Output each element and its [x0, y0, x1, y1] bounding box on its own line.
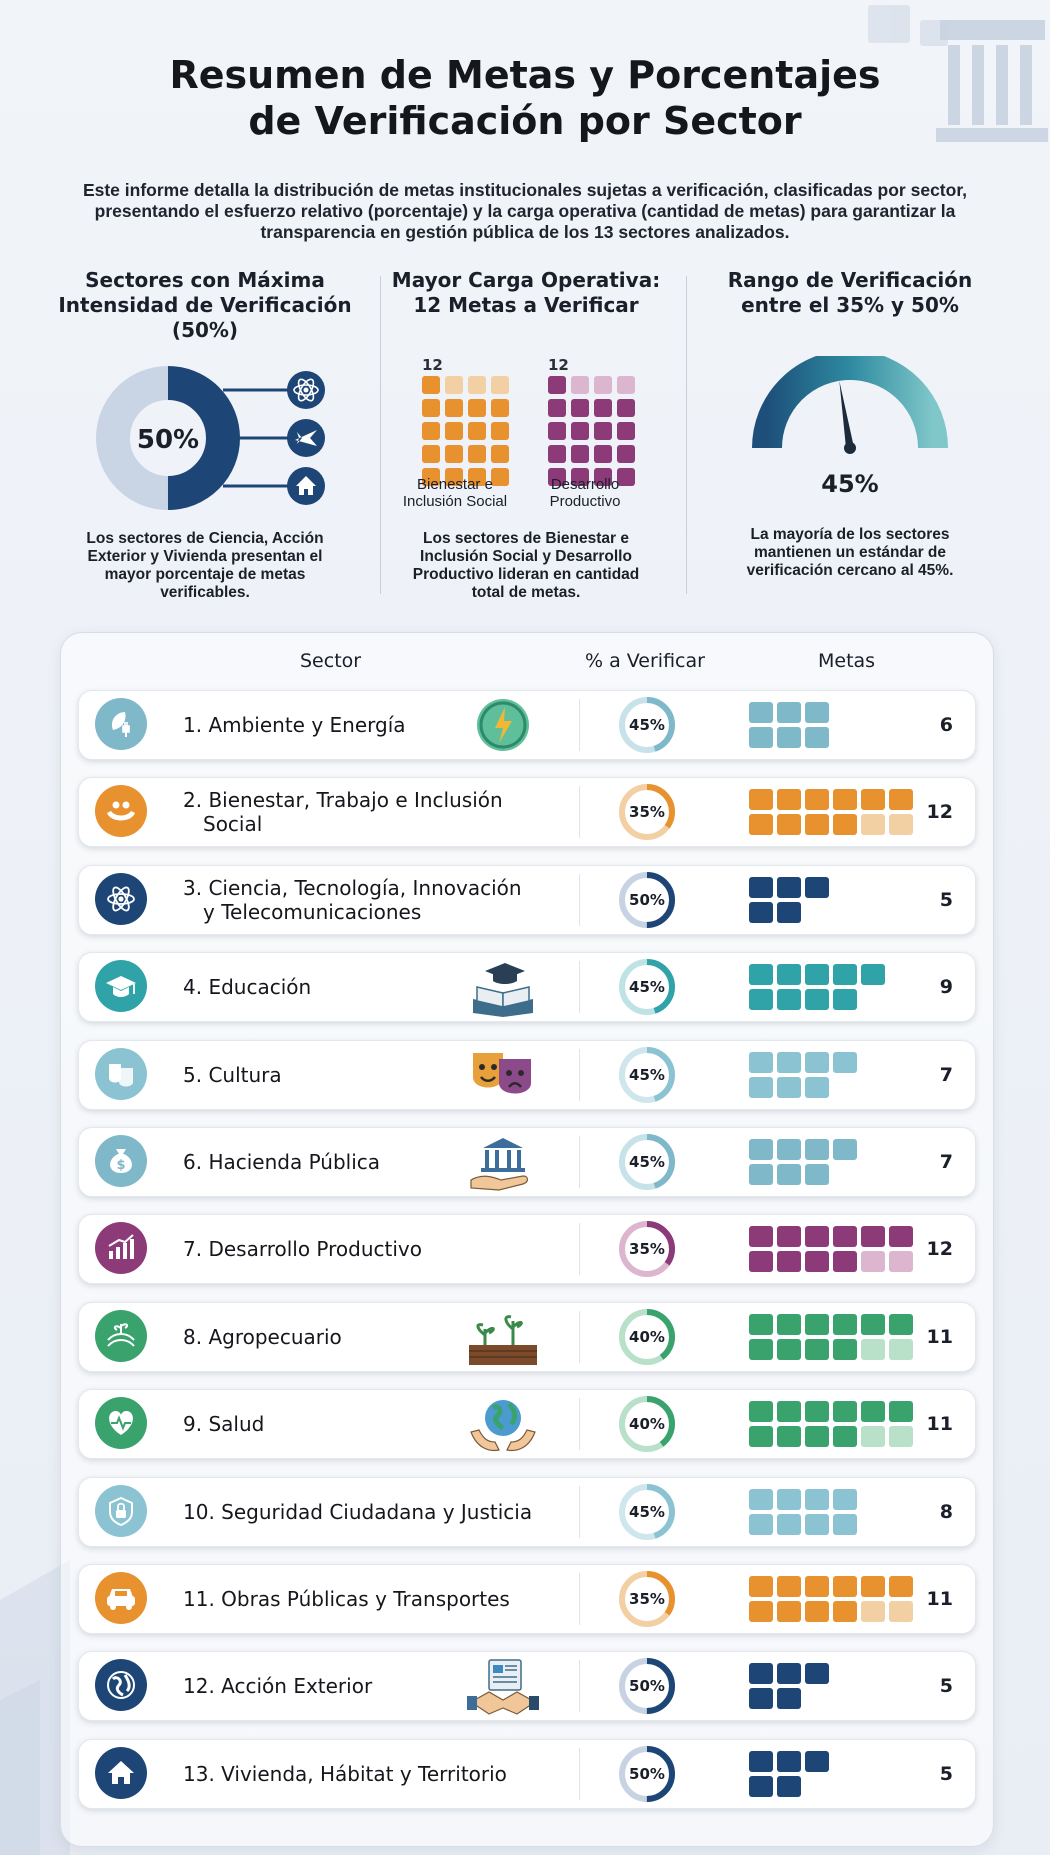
table-row: [78, 865, 976, 935]
car-icon: [95, 1572, 147, 1624]
waffle-square: [548, 422, 566, 440]
sector-name-line: Social: [203, 812, 263, 837]
meta-block: [861, 814, 885, 835]
metas-blocks: [749, 1390, 909, 1458]
gauge-needle: [833, 380, 856, 455]
summary-max-intensity: [40, 268, 370, 601]
row-divider: [579, 1573, 580, 1625]
sector-icon-badge: [95, 1310, 147, 1362]
sector-name: [183, 1565, 555, 1633]
summary-max-intensity-title: Sectores con Máxima Intensidad de Verificación (50%): [58, 268, 352, 342]
meta-block: [805, 702, 829, 723]
pct-label: 45%: [629, 1153, 665, 1171]
meta-block: [777, 877, 801, 898]
globe-icon: [95, 1659, 147, 1711]
meta-block: [749, 1576, 773, 1597]
waffle-square: [617, 445, 635, 463]
meta-block: [749, 1663, 773, 1684]
atom-icon: [95, 873, 147, 925]
sector-name-line: 7. Desarrollo Productivo: [183, 1237, 422, 1262]
meta-block: [861, 1339, 885, 1360]
metas-blocks: [749, 1565, 909, 1633]
pct-label: 35%: [629, 1590, 665, 1608]
waffle-square: [422, 399, 440, 417]
meta-block: [833, 814, 857, 835]
summary-section: [40, 268, 1010, 601]
meta-block: [749, 1514, 773, 1535]
waffle-square: [571, 376, 589, 394]
row-divider: [579, 786, 580, 838]
meta-block: [833, 1426, 857, 1447]
meta-block: [889, 1339, 913, 1360]
waffle-square: [594, 422, 612, 440]
meta-block: [805, 1514, 829, 1535]
meta-block: [777, 1688, 801, 1709]
sector-icon-badge: [95, 1135, 147, 1187]
meta-block: [805, 814, 829, 835]
meta-block: [749, 1401, 773, 1422]
meta-block: [805, 789, 829, 810]
sector-name-line: 6. Hacienda Pública: [183, 1150, 381, 1174]
meta-block: [777, 1164, 801, 1185]
metas-count: 6: [939, 714, 953, 736]
metas-count: 5: [939, 888, 953, 911]
meta-block: [805, 1226, 829, 1247]
sector-icon-badge: [95, 960, 147, 1012]
meta-block: [805, 1489, 829, 1510]
sector-icon-badge: [95, 873, 147, 925]
waffle-label: Bienestar e Inclusión Social: [402, 476, 508, 510]
waffle-square: [571, 445, 589, 463]
plant-plug-icon: [95, 698, 147, 750]
metas-blocks: [749, 1303, 909, 1371]
meta-block: [805, 1576, 829, 1597]
meta-block: [777, 1314, 801, 1335]
pct-label: 35%: [629, 803, 665, 822]
meta-block: [749, 1139, 773, 1160]
pct-label: 40%: [629, 1415, 665, 1434]
waffle-square: [571, 422, 589, 440]
meta-block: [805, 1077, 829, 1098]
waffle-square: [422, 422, 440, 440]
sector-icon-badge: [95, 698, 147, 750]
theater-masks-icon: [95, 1048, 147, 1100]
meta-block: [805, 1426, 829, 1447]
pct-label: 45%: [629, 1065, 665, 1084]
theater-masks-icon: [465, 1045, 541, 1105]
meta-block: [805, 1601, 829, 1622]
sector-name-line: y Telecomunicaciones: [203, 899, 422, 924]
meta-block: [861, 1314, 885, 1335]
meta-block: [805, 989, 829, 1010]
sector-name-line: 9. Salud: [183, 1412, 265, 1437]
meta-block: [777, 1052, 801, 1073]
metas-blocks: [749, 1041, 909, 1109]
waffle-desarrollo: [548, 376, 635, 486]
metas-blocks: [749, 778, 909, 846]
row-divider: [579, 961, 580, 1013]
waffle-square: [548, 399, 566, 417]
meta-block: [749, 1077, 773, 1098]
pct-label: 50%: [629, 1677, 665, 1696]
field-plant-icon: [95, 1310, 147, 1362]
waffle-label: Desarrollo Productivo: [549, 476, 621, 510]
meta-block: [833, 989, 857, 1010]
metas-count: 5: [939, 1762, 953, 1785]
row-divider: [579, 1660, 580, 1712]
meta-block: [805, 877, 829, 898]
metas-count: 11: [926, 1588, 953, 1610]
table-row: [78, 690, 976, 760]
meta-block: [861, 789, 885, 810]
meta-block: [861, 964, 885, 985]
meta-block: [833, 1489, 857, 1510]
energy-leaf-icon: [465, 695, 541, 755]
meta-block: [749, 1688, 773, 1709]
airplane-icon: [287, 419, 325, 457]
meta-block: [777, 1426, 801, 1447]
shield-lock-icon: [95, 1485, 147, 1537]
meta-block: [889, 1426, 913, 1447]
metas-count: 12: [926, 1238, 953, 1261]
meta-block: [749, 1601, 773, 1622]
bank-hand-icon: [465, 1132, 541, 1192]
meta-block: [749, 789, 773, 810]
book-cap-icon: [465, 957, 541, 1017]
donut-label: 50%: [136, 425, 200, 455]
waffle-square: [491, 445, 509, 463]
waffle-square: [617, 399, 635, 417]
globe-hands-icon: [465, 1394, 541, 1454]
waffle-square: [491, 376, 509, 394]
meta-block: [805, 1751, 829, 1772]
meta-block: [833, 1601, 857, 1622]
metas-count: 12: [926, 801, 953, 824]
meta-block: [889, 1576, 913, 1597]
waffle-count-label: 12: [422, 356, 443, 374]
pct-label: 35%: [629, 1240, 665, 1259]
meta-block: [749, 1751, 773, 1772]
meta-block: [889, 1251, 913, 1272]
waffle-square: [491, 422, 509, 440]
sector-icon-badge: [95, 1747, 147, 1799]
summary-max-intensity-description: Los sectores de Ciencia, Acción Exterior y Vivienda presentan el mayor porcentaje de metas verificables.: [86, 530, 324, 601]
table-row: [78, 777, 976, 847]
table-row: [78, 1477, 976, 1547]
sector-name-line: 11. Obras Públicas y Transportes: [183, 1587, 510, 1611]
intensity-donut-chart: [88, 360, 368, 520]
meta-block: [861, 1576, 885, 1597]
meta-block: [749, 702, 773, 723]
svg-text:$: $: [116, 1158, 126, 1173]
metas-blocks: [749, 1652, 909, 1720]
table-row: [78, 1302, 976, 1372]
meta-block: [833, 789, 857, 810]
meta-block: [749, 1776, 773, 1797]
waffle-square: [468, 422, 486, 440]
table-row: [78, 952, 976, 1022]
sector-name-line: 10. Seguridad Ciudadana y Justicia: [183, 1499, 533, 1524]
meta-block: [833, 1052, 857, 1073]
meta-block: [805, 1339, 829, 1360]
handshake-document-icon: [465, 1656, 541, 1716]
metas-count: 9: [939, 976, 953, 999]
meta-block: [805, 1251, 829, 1272]
metas-count: 7: [939, 1063, 953, 1086]
metas-blocks: [749, 1128, 909, 1196]
summary-range-description: La mayoría de los sectores mantienen un estándar de verificación cercano al 45%.: [746, 526, 954, 579]
row-divider: [579, 699, 580, 751]
hands-people-icon: [95, 785, 147, 837]
sector-name: [183, 778, 555, 846]
sector-icon-badge: [95, 1572, 147, 1624]
meta-block: [833, 1139, 857, 1160]
meta-block: [777, 1139, 801, 1160]
table-row: [78, 1389, 976, 1459]
summary-max-load-title: Mayor Carga Operativa: 12 Metas a Verificar: [391, 268, 661, 317]
meta-block: [777, 989, 801, 1010]
waffle-square: [548, 376, 566, 394]
meta-block: [805, 727, 829, 748]
row-divider: [579, 1136, 580, 1188]
table-row: [78, 1564, 976, 1634]
sector-icon-badge: [95, 1397, 147, 1449]
meta-block: [889, 1314, 913, 1335]
meta-block: [833, 1314, 857, 1335]
meta-block: [777, 789, 801, 810]
sector-name-line: 4. Educación: [183, 975, 312, 1000]
pct-label: 45%: [629, 1502, 665, 1521]
meta-block: [861, 1251, 885, 1272]
row-divider: [579, 1486, 580, 1538]
sector-icon-badge: [95, 1485, 147, 1537]
meta-block: [749, 1426, 773, 1447]
table-row: [78, 1127, 976, 1197]
meta-block: [805, 1164, 829, 1185]
meta-block: [833, 1251, 857, 1272]
summary-max-load: [376, 268, 676, 601]
meta-block: [749, 902, 773, 923]
sprouts-soil-icon: [465, 1307, 541, 1367]
pct-label: 45%: [629, 716, 665, 734]
meta-block: [777, 1663, 801, 1684]
meta-block: [777, 1401, 801, 1422]
waffle-square: [468, 445, 486, 463]
house-icon: [95, 1747, 147, 1799]
meta-block: [889, 1601, 913, 1622]
row-divider: [579, 874, 580, 926]
waffle-count-label: 12: [548, 356, 569, 374]
meta-block: [777, 814, 801, 835]
sector-icon-badge: [95, 1048, 147, 1100]
meta-block: [749, 1251, 773, 1272]
metas-blocks: [749, 866, 909, 934]
meta-block: [889, 1401, 913, 1422]
gauge-label: 45%: [821, 470, 879, 498]
meta-block: [777, 1251, 801, 1272]
meta-block: [833, 1514, 857, 1535]
sector-name-line: 12. Acción Exterior: [183, 1674, 373, 1699]
meta-block: [777, 1576, 801, 1597]
pct-label: 45%: [629, 978, 665, 997]
sector-icon-badge: [95, 1222, 147, 1274]
meta-block: [833, 1576, 857, 1597]
house-icon: [287, 467, 325, 505]
sector-name: [183, 1478, 555, 1546]
meta-block: [889, 1226, 913, 1247]
waffle-square: [491, 399, 509, 417]
meta-block: [749, 1489, 773, 1510]
meta-block: [861, 1601, 885, 1622]
metas-count: 7: [939, 1151, 953, 1173]
row-divider: [579, 1223, 580, 1275]
sector-name-line: 5. Cultura: [183, 1062, 282, 1087]
graduation-cap-icon: [95, 960, 147, 1012]
sector-name: [183, 1740, 555, 1808]
range-gauge-chart: [745, 356, 955, 486]
meta-block: [861, 1426, 885, 1447]
meta-block: [805, 1314, 829, 1335]
metas-blocks: [749, 1478, 909, 1546]
meta-block: [805, 1663, 829, 1684]
sector-icon-badge: [95, 1659, 147, 1711]
metas-blocks: [749, 691, 909, 759]
summary-range-title: Rango de Verificación entre el 35% y 50%: [727, 268, 973, 317]
meta-block: [777, 902, 801, 923]
meta-block: [749, 1052, 773, 1073]
meta-block: [833, 1401, 857, 1422]
summary-divider: [686, 276, 687, 594]
waffle-square: [594, 399, 612, 417]
pct-label: 50%: [629, 1764, 665, 1783]
meta-block: [749, 1339, 773, 1360]
waffle-square: [422, 445, 440, 463]
metas-blocks: [749, 953, 909, 1021]
metas-count: 11: [926, 1325, 953, 1348]
sector-icon-badge: [95, 785, 147, 837]
summary-max-load-description: Los sectores de Bienestar e Inclusión Social y Desarrollo Productivo lideran en cantidad total de metas.: [412, 530, 640, 601]
sector-name: [183, 866, 555, 934]
meta-block: [889, 789, 913, 810]
meta-block: [777, 1489, 801, 1510]
table-header-metas: Metas: [818, 650, 876, 672]
meta-block: [749, 727, 773, 748]
waffle-square: [617, 422, 635, 440]
waffle-square: [468, 376, 486, 394]
meta-block: [777, 1077, 801, 1098]
metas-blocks: [749, 1740, 909, 1808]
meta-block: [777, 1339, 801, 1360]
waffle-square: [422, 376, 440, 394]
sector-name: [183, 1215, 555, 1283]
meta-block: [805, 1401, 829, 1422]
meta-block: [777, 1226, 801, 1247]
waffle-square: [548, 445, 566, 463]
sector-name-line: 1. Ambiente y Energía: [183, 713, 406, 737]
meta-block: [749, 964, 773, 985]
metas-count: 8: [939, 1500, 953, 1523]
waffle-square: [594, 445, 612, 463]
meta-block: [777, 1776, 801, 1797]
waffle-bienestar: [422, 376, 509, 486]
meta-block: [749, 989, 773, 1010]
meta-block: [777, 727, 801, 748]
metas-blocks: [749, 1215, 909, 1283]
meta-block: [749, 1314, 773, 1335]
meta-block: [833, 1339, 857, 1360]
row-divider: [579, 1748, 580, 1800]
meta-block: [777, 702, 801, 723]
waffle-square: [617, 376, 635, 394]
sector-name-line: 2. Bienestar, Trabajo e Inclusión: [183, 788, 503, 813]
sector-name-line: 8. Agropecuario: [183, 1324, 342, 1349]
intro-text: Este informe detalla la distribución de metas institucionales sujetas a verificación, clasificadas por sector, presentando el esfuerzo relativo (porcentaje) y la carga operativa (cantidad de metas) para garantizar la transparencia en gestión pública de los 13 sectores analizados.: [82, 180, 968, 242]
heart-pulse-icon: [95, 1397, 147, 1449]
row-divider: [579, 1398, 580, 1450]
waffle-square: [445, 399, 463, 417]
metas-count: 5: [939, 1675, 953, 1698]
waffle-square: [594, 376, 612, 394]
meta-block: [777, 964, 801, 985]
atom-icon: [287, 371, 325, 409]
meta-block: [777, 1514, 801, 1535]
table-header-sector: Sector: [300, 650, 362, 672]
row-divider: [579, 1049, 580, 1101]
meta-block: [805, 964, 829, 985]
meta-block: [749, 1226, 773, 1247]
page-title: Resumen de Metas y Porcentajes de Verificación por Sector: [169, 53, 881, 143]
summary-range: [690, 268, 1010, 598]
waffle-square: [571, 399, 589, 417]
table-row: [78, 1651, 976, 1721]
money-bag-icon: [95, 1135, 147, 1187]
meta-block: [749, 814, 773, 835]
waffle-square: [445, 445, 463, 463]
pct-label: 50%: [629, 890, 665, 909]
growth-chart-icon: [95, 1222, 147, 1274]
table-header-pct: % a Verificar: [585, 650, 705, 672]
meta-block: [833, 964, 857, 985]
table-row: [78, 1040, 976, 1110]
waffle-square: [468, 399, 486, 417]
waffle-square: [445, 376, 463, 394]
meta-block: [805, 1052, 829, 1073]
row-divider: [579, 1311, 580, 1363]
sector-name-line: 3. Ciencia, Tecnología, Innovación: [183, 875, 522, 900]
meta-block: [889, 814, 913, 835]
table-row: [78, 1739, 976, 1809]
meta-block: [833, 1226, 857, 1247]
metas-count: 11: [926, 1413, 953, 1436]
meta-block: [749, 877, 773, 898]
sector-name-line: 13. Vivienda, Hábitat y Territorio: [183, 1761, 507, 1786]
meta-block: [861, 1401, 885, 1422]
meta-block: [805, 1139, 829, 1160]
meta-block: [749, 1164, 773, 1185]
meta-block: [777, 1601, 801, 1622]
waffle-square: [445, 422, 463, 440]
meta-block: [861, 1226, 885, 1247]
pct-label: 40%: [629, 1327, 665, 1346]
meta-block: [777, 1751, 801, 1772]
table-row: [78, 1214, 976, 1284]
